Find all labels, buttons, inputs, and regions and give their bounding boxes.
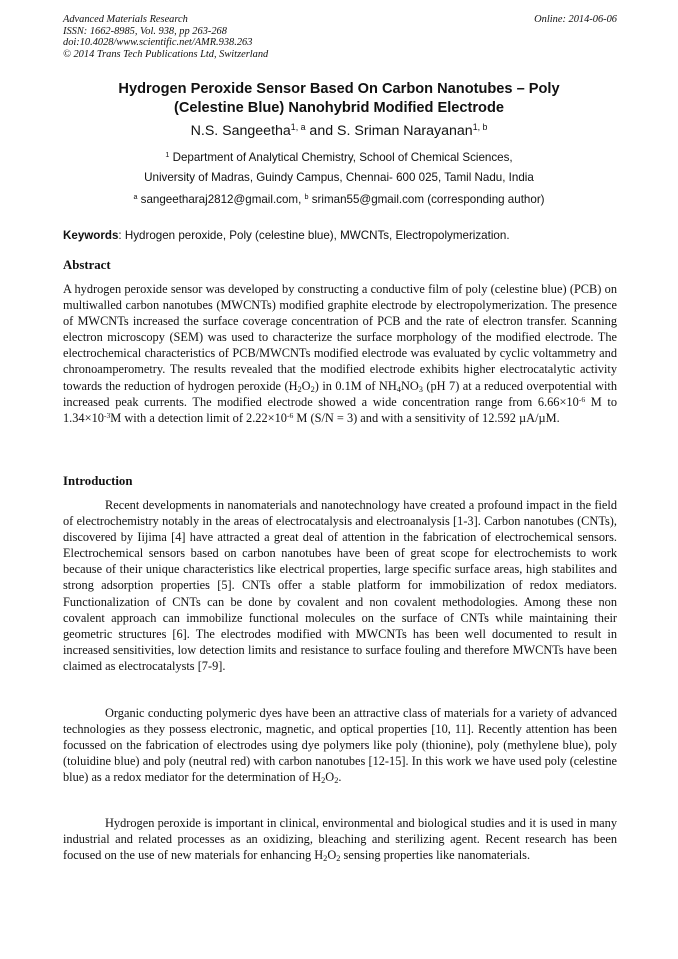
subscript: 2 xyxy=(297,384,302,394)
author-line xyxy=(63,122,615,140)
author-2-affil: 1, b xyxy=(472,122,488,133)
exponent: -3 xyxy=(103,410,111,420)
abstract-part: (pH 7) at a reduced overpotential with increased peak currents. The modified electrode showed a wide concentration range from 6.66×10 xyxy=(63,378,617,409)
keywords-text: : Hydrogen peroxide, Poly (celestine blue), MWCNTs, Electropolymerization. xyxy=(118,229,510,242)
doi-line: doi:10.4028/www.scientific.net/AMR.938.263 xyxy=(63,37,253,49)
online-date: Online: 2014-06-06 xyxy=(534,14,617,25)
subscript: 2 xyxy=(336,854,341,864)
author-2: S. Sriman Narayanan xyxy=(337,123,473,139)
author-conjunction: and xyxy=(305,123,338,139)
abstract-part: M to 1.34×10 xyxy=(63,394,617,425)
journal-name: Advanced Materials Research xyxy=(63,14,188,25)
paragraph-part: . xyxy=(338,770,342,785)
keywords xyxy=(63,229,617,243)
email-marker-b: b xyxy=(304,192,309,202)
email-line xyxy=(63,193,615,207)
title-line-2: (Celestine Blue) Nanohybrid Modified Electrode xyxy=(173,100,505,116)
email-a: sangeetharaj2812@gmail.com, xyxy=(137,193,305,206)
exponent: -6 xyxy=(286,410,294,420)
title-line-1: Hydrogen Peroxide Sensor Based On Carbon Nanotubes – Poly xyxy=(118,81,560,97)
copyright-line: © 2014 Trans Tech Publications Ltd, Switzerland xyxy=(63,48,269,60)
abstract-text xyxy=(63,281,617,426)
intro-paragraph-2 xyxy=(63,705,617,785)
paragraph-part: O xyxy=(325,770,335,785)
subscript: 4 xyxy=(396,384,401,394)
paragraph-part: O xyxy=(327,848,337,863)
affiliation-marker: 1 xyxy=(165,150,170,160)
paragraph-part: Organic conducting polymeric dyes have been an attractive class of materials for a variety of advanced technologies as they possess electronic, magnetic, and optical properties [10, 11]. Recently attention has been focussed on the fabrication of electrodes using dye polymers like poly (thionine), poly (methylene blue), poly (toluidine blue) and poly (neutral red) with carbon nanotubes [12-15]. In this work we have used poly (celestine blue) as a redox mediator for the determination of H xyxy=(63,706,617,785)
abstract-heading: Abstract xyxy=(63,258,111,272)
email-marker-a: a xyxy=(133,192,138,202)
journal-header xyxy=(63,14,617,60)
subscript: 2 xyxy=(323,854,328,864)
subscript: 2 xyxy=(321,776,326,786)
introduction-heading: Introduction xyxy=(63,474,133,488)
paper-title xyxy=(63,80,615,118)
department: Department of Analytical Chemistry, School of Chemical Sciences, xyxy=(169,151,513,164)
affiliation-line-1 xyxy=(63,151,615,165)
paragraph-part: Hydrogen peroxide is important in clinical, environmental and biological studies and it is used in many industrial and related processes as an oxidizing, bleaching and sterilizing agent. Recent research has been focused on the use of new materials for enhancing H xyxy=(63,816,617,863)
subscript: 3 xyxy=(418,384,423,394)
affiliation-line-2: University of Madras, Guindy Campus, Chennai- 600 025, Tamil Nadu, India xyxy=(144,171,534,184)
abstract-part: NO xyxy=(400,378,419,393)
keywords-label: Keywords xyxy=(63,229,119,242)
email-b: sriman55@gmail.com (corresponding author) xyxy=(308,193,545,206)
intro-paragraph-1: Recent developments in nanomaterials and nanotechnology have created a profound impact in the field of electrochemistry notably in the areas of electrocatalysis and electroanalysis [1-3]. Carbon nanotubes (CNTs), discovered by Iijima [4] have attracted a great deal of attention in the fabrication of electrochemical sensors. Electrochemical sensors based on carbon nanotubes have been of great scope for electrochemists to work because of their unique characteristics like electrical properties, large specific surface areas, high stabilites and strong adsorption properties [5]. CNTs offer a stable platform for immobilization of redox mediators. Functionalization of CNTs can be done by covalent and non covalent methodologies. Among these non covalent approach can immobilize functional molecules on the surface of CNTs while maintaining their geometric structures [6]. The electrodes modified with MWCNTs has been well documented to result in increased sensitivities, low detection limits and resistance to surface fouling and therefore MWCNTs have been claimed as electrocatalysts [7-9]. xyxy=(63,498,617,673)
exponent: -6 xyxy=(578,394,586,404)
abstract-part: M with a detection limit of 2.22×10 xyxy=(110,410,287,425)
author-1: N.S. Sangeetha xyxy=(190,123,291,139)
subscript: 2 xyxy=(310,384,315,394)
abstract-part: O xyxy=(301,378,311,393)
abstract-part: ) in 0.1M of NH xyxy=(314,378,397,393)
author-1-affil: 1, a xyxy=(290,122,306,133)
paragraph-part: sensing properties like nanomaterials. xyxy=(340,848,531,863)
abstract-part: M (S/N = 3) and with a sensitivity of 12.592 µA/µM. xyxy=(293,410,560,425)
subscript: 2 xyxy=(334,776,339,786)
intro-paragraph-3 xyxy=(63,815,617,863)
abstract-part: A hydrogen peroxide sensor was developed by constructing a conductive film of poly (celestine blue) (PCB) on multiwalled carbon nanotubes (MWCNTs) modified graphite electrode by electropolymerization. The presence of MWCNTs increased the surface coverage concentration of PCB and the rate of electron transfer. Scanning electron microscopy (SEM) was used to characterize the surface morphology of the modified electrode. The electrochemical characteristics of PCB/MWCNTs modified electrode was evaluated by cyclic voltammetry and chronoamperometry. The results revealed that the modified electrode exhibits higher electrocatalytic activity towards the reduction of hydrogen peroxide (H xyxy=(63,282,617,393)
issn-line: ISSN: 1662-8985, Vol. 938, pp 263-268 xyxy=(63,25,227,37)
